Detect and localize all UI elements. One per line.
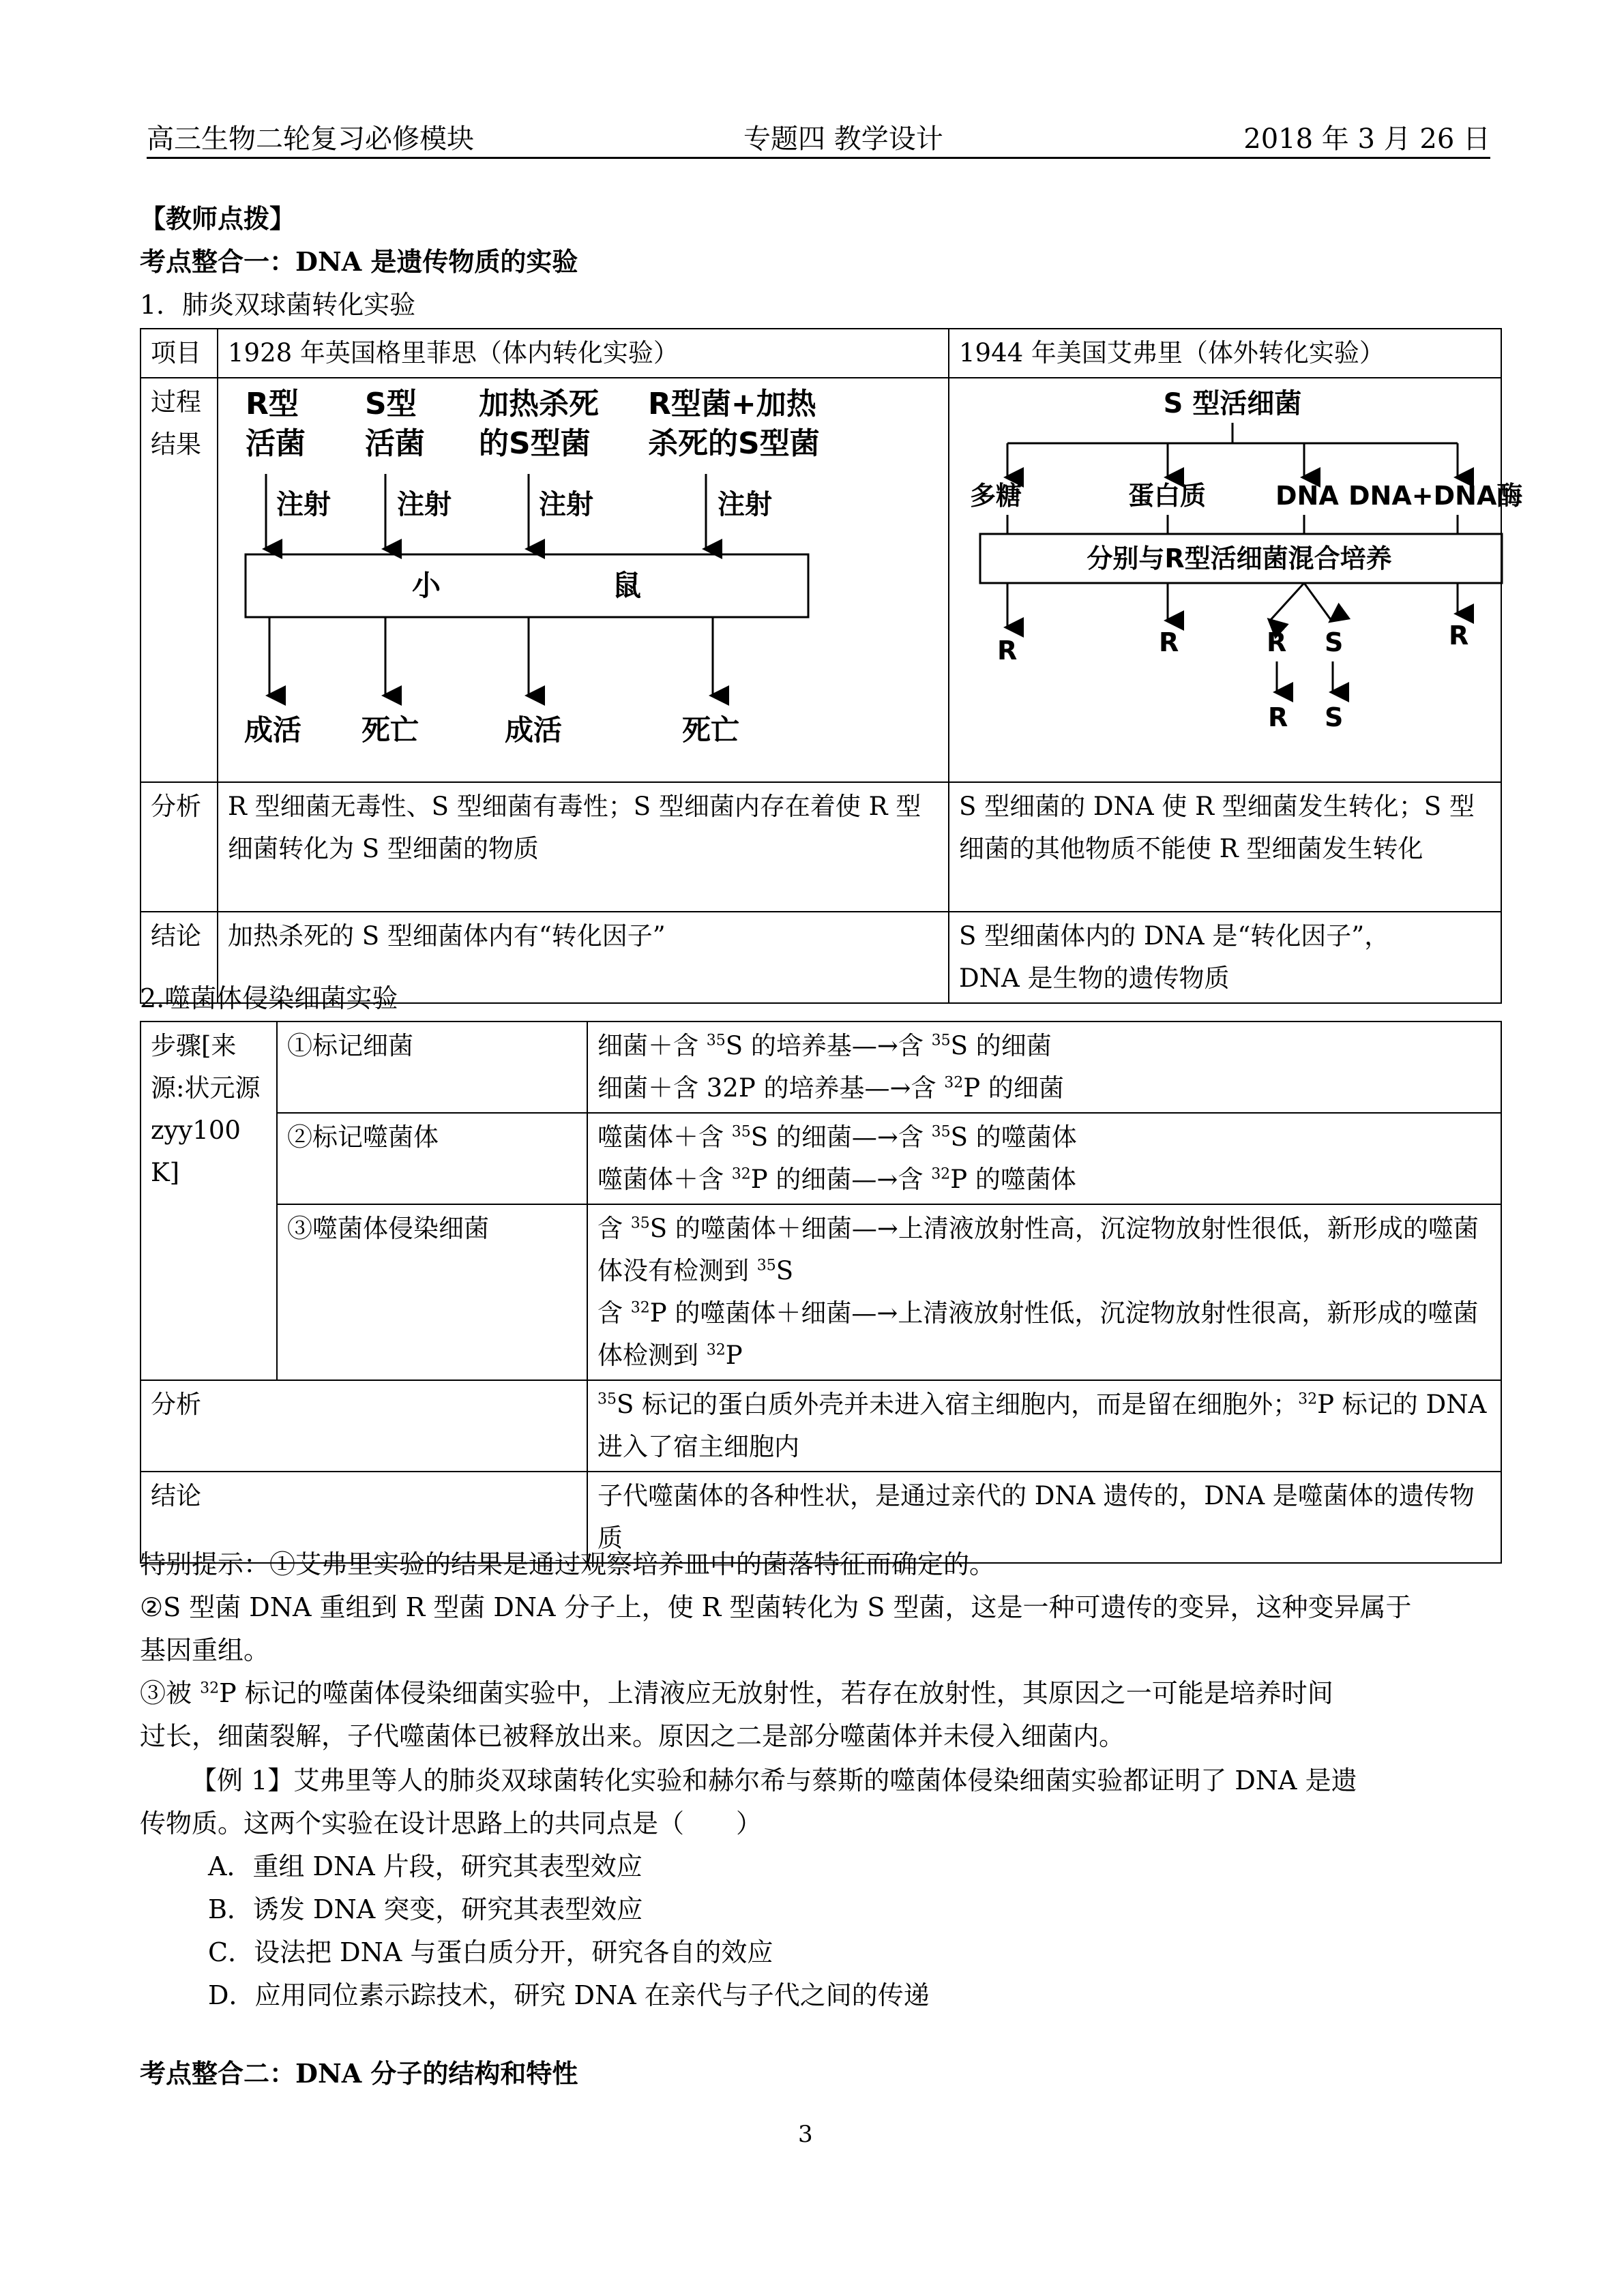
row-conclusion-label: 结论 [141,912,218,1003]
avery-top-label: S 型活细菌 [1163,388,1302,419]
phage-table [140,1021,1502,1564]
avery-res-arrow-3a [1270,583,1304,621]
th-griffith: 1928 年英国格里菲思（体内转化实验） [218,329,949,378]
avery-comp-1: 多糖 [970,481,1022,511]
step3-label: ③噬菌体侵染细菌 [277,1204,587,1380]
result-4: 死亡 [682,713,740,747]
result-1: 成活 [244,713,302,747]
tip-3b: 过长，细菌裂解，子代噬菌体已被释放出来。原因之二是部分噬菌体并未侵入细菌内。 [140,1721,1125,1751]
avery-res-1: R [997,636,1018,666]
g3-line2: 的S型菌 [479,426,591,461]
g1-line2: 活菌 [246,426,306,461]
option-b: B．诱发 DNA 突变，研究其表型效应 [208,1894,643,1924]
page-number: 3 [798,2121,813,2148]
mouse-label: 小 鼠 [411,569,642,602]
page-header [147,109,1490,159]
tip-1: 特别提示：①艾弗里实验的结果是通过观察培养皿中的菌落特征而确定的。 [140,1549,996,1579]
avery-diagram [949,378,1523,769]
inject-label-2: 注射 [397,489,452,520]
header-right: 2018 年 3 月 26 日 [1243,123,1490,155]
th-avery: 1944 年美国艾弗里（体外转化实验） [949,329,1501,378]
g2-line2: 活菌 [365,426,425,461]
step1-label: ①标记细菌 [277,1022,587,1113]
g2-line1: S型 [365,387,417,421]
header-center: 专题四 教学设计 [743,123,943,155]
header-left: 高三生物二轮复习必修模块 [147,123,474,155]
conclusion-avery: S 型细菌体内的 DNA 是“转化因子”， DNA 是生物的遗传物质 [949,912,1501,1003]
th-item: 项目 [141,329,218,378]
avery-res-3s: S [1325,627,1344,657]
mix-label: 分别与R型活细菌混合培养 [1087,543,1392,573]
analysis2-content: $^{35}$S 标记的蛋白质外壳并未进入宿主细胞内，而是留在细胞外；$^{32}$P 标记的 DNA 进入了宿主细胞内 [587,1380,1501,1472]
avery-res-3r: R [1267,627,1287,657]
avery-comp-2: 蛋白质 [1128,481,1207,511]
griffith-diagram-cell [218,378,949,782]
example-q1: 【例 1】艾弗里等人的肺炎双球菌转化实验和赫尔希与蔡斯的噬菌体侵染细菌实验都证明了 DNA 是遗 [191,1765,1357,1795]
avery-diagram-cell [949,378,1523,782]
avery-comp-3: DNA [1275,481,1339,511]
step2-label: ②标记噬菌体 [277,1113,587,1204]
analysis-avery: S 型细菌的 DNA 使 R 型细菌发生转化；S 型细菌的其他物质不能使 R 型细菌发生转化 [949,782,1501,912]
tip-3a: ③被 $^{32}$P 标记的噬菌体侵染细菌实验中，上清液应无放射性，若存在放射性，其原因之一可能是培养时间 [140,1678,1333,1708]
point1-title: 考点整合一：DNA 是遗传物质的实验 [140,246,578,277]
inject-label-1: 注射 [276,489,331,520]
avery-sub-r: R [1268,702,1288,732]
teacher-tag: 【教师点拨】 [140,203,296,234]
row-analysis-label: 分析 [141,782,218,912]
g4-line1: R型菌+加热 [648,387,816,421]
tip-2a: ②S 型菌 DNA 重组到 R 型菌 DNA 分子上，使 R 型菌转化为 S 型菌，这是一种可遗传的变异，这种变异属于 [140,1592,1412,1622]
avery-res-4: R [1449,621,1469,651]
result-2: 死亡 [361,713,419,747]
avery-comp-4: DNA+DNA酶 [1348,481,1523,511]
analysis-griffith: R 型细菌无毒性、S 型细菌有毒性；S 型细菌内存在着使 R 型细菌转化为 S 型细菌的物质 [218,782,949,912]
row-process-label: 过程结果 [141,378,218,782]
avery-sub-s: S [1325,702,1344,732]
griffith-diagram [218,378,949,769]
conclusion2-label: 结论 [141,1472,587,1563]
conclusion2-content: 子代噬菌体的各种性状，是通过亲代的 DNA 遗传的，DNA 是噬菌体的遗传物质 [587,1472,1501,1563]
analysis2-label: 分析 [141,1380,587,1472]
g3-line1: 加热杀死 [479,387,599,421]
step1-content: 细菌＋含 $^{35}$S 的培养基—→含 $^{35}$S 的细菌 细菌＋含 32P 的培养基—→含 $^{32}$P 的细菌 [587,1022,1501,1113]
transformation-table [140,328,1523,1004]
example-q2: 传物质。这两个实验在设计思路上的共同点是（ ） [140,1808,763,1838]
g1-line1: R型 [246,387,299,421]
option-d: D．应用同位素示踪技术，研究 DNA 在亲代与子代之间的传递 [208,1980,930,2010]
option-a: A．重组 DNA 片段，研究其表型效应 [208,1851,643,1881]
option-c: C．设法把 DNA 与蛋白质分开，研究各自的效应 [208,1937,773,1967]
inject-label-4: 注射 [718,489,772,520]
result-3: 成活 [505,713,563,747]
sub2-title: 2.噬菌体侵染细菌实验 [140,983,398,1013]
step3-content: 含 $^{35}$S 的噬菌体＋细菌—→上清液放射性高，沉淀物放射性很低，新形成的噬菌体没有检测到 $^{35}$S 含 $^{32}$P 的噬菌体＋细菌—→上清液放射性低，沉淀物放射性很高，新形成的噬菌体检测到 $^{32}$P [587,1204,1501,1380]
point2-title: 考点整合二：DNA 分子的结构和特性 [140,2058,578,2089]
inject-label-3: 注射 [539,489,593,520]
avery-res-arrow-3b [1304,583,1331,621]
avery-res-2: R [1159,627,1179,657]
g4-line2: 杀死的S型菌 [648,426,820,461]
steps-label: 步骤[来源:状元源zyy100K] [141,1022,277,1380]
step2-content: 噬菌体＋含 $^{35}$S 的细菌—→含 $^{35}$S 的噬菌体 噬菌体＋含 $^{32}$P 的细菌—→含 $^{32}$P 的噬菌体 [587,1113,1501,1204]
conclusion-griffith: 加热杀死的 S 型细菌体内有“转化因子” [218,912,949,1003]
sub1-title: 1．肺炎双球菌转化实验 [140,290,416,320]
tip-2b: 基因重组。 [140,1635,270,1665]
